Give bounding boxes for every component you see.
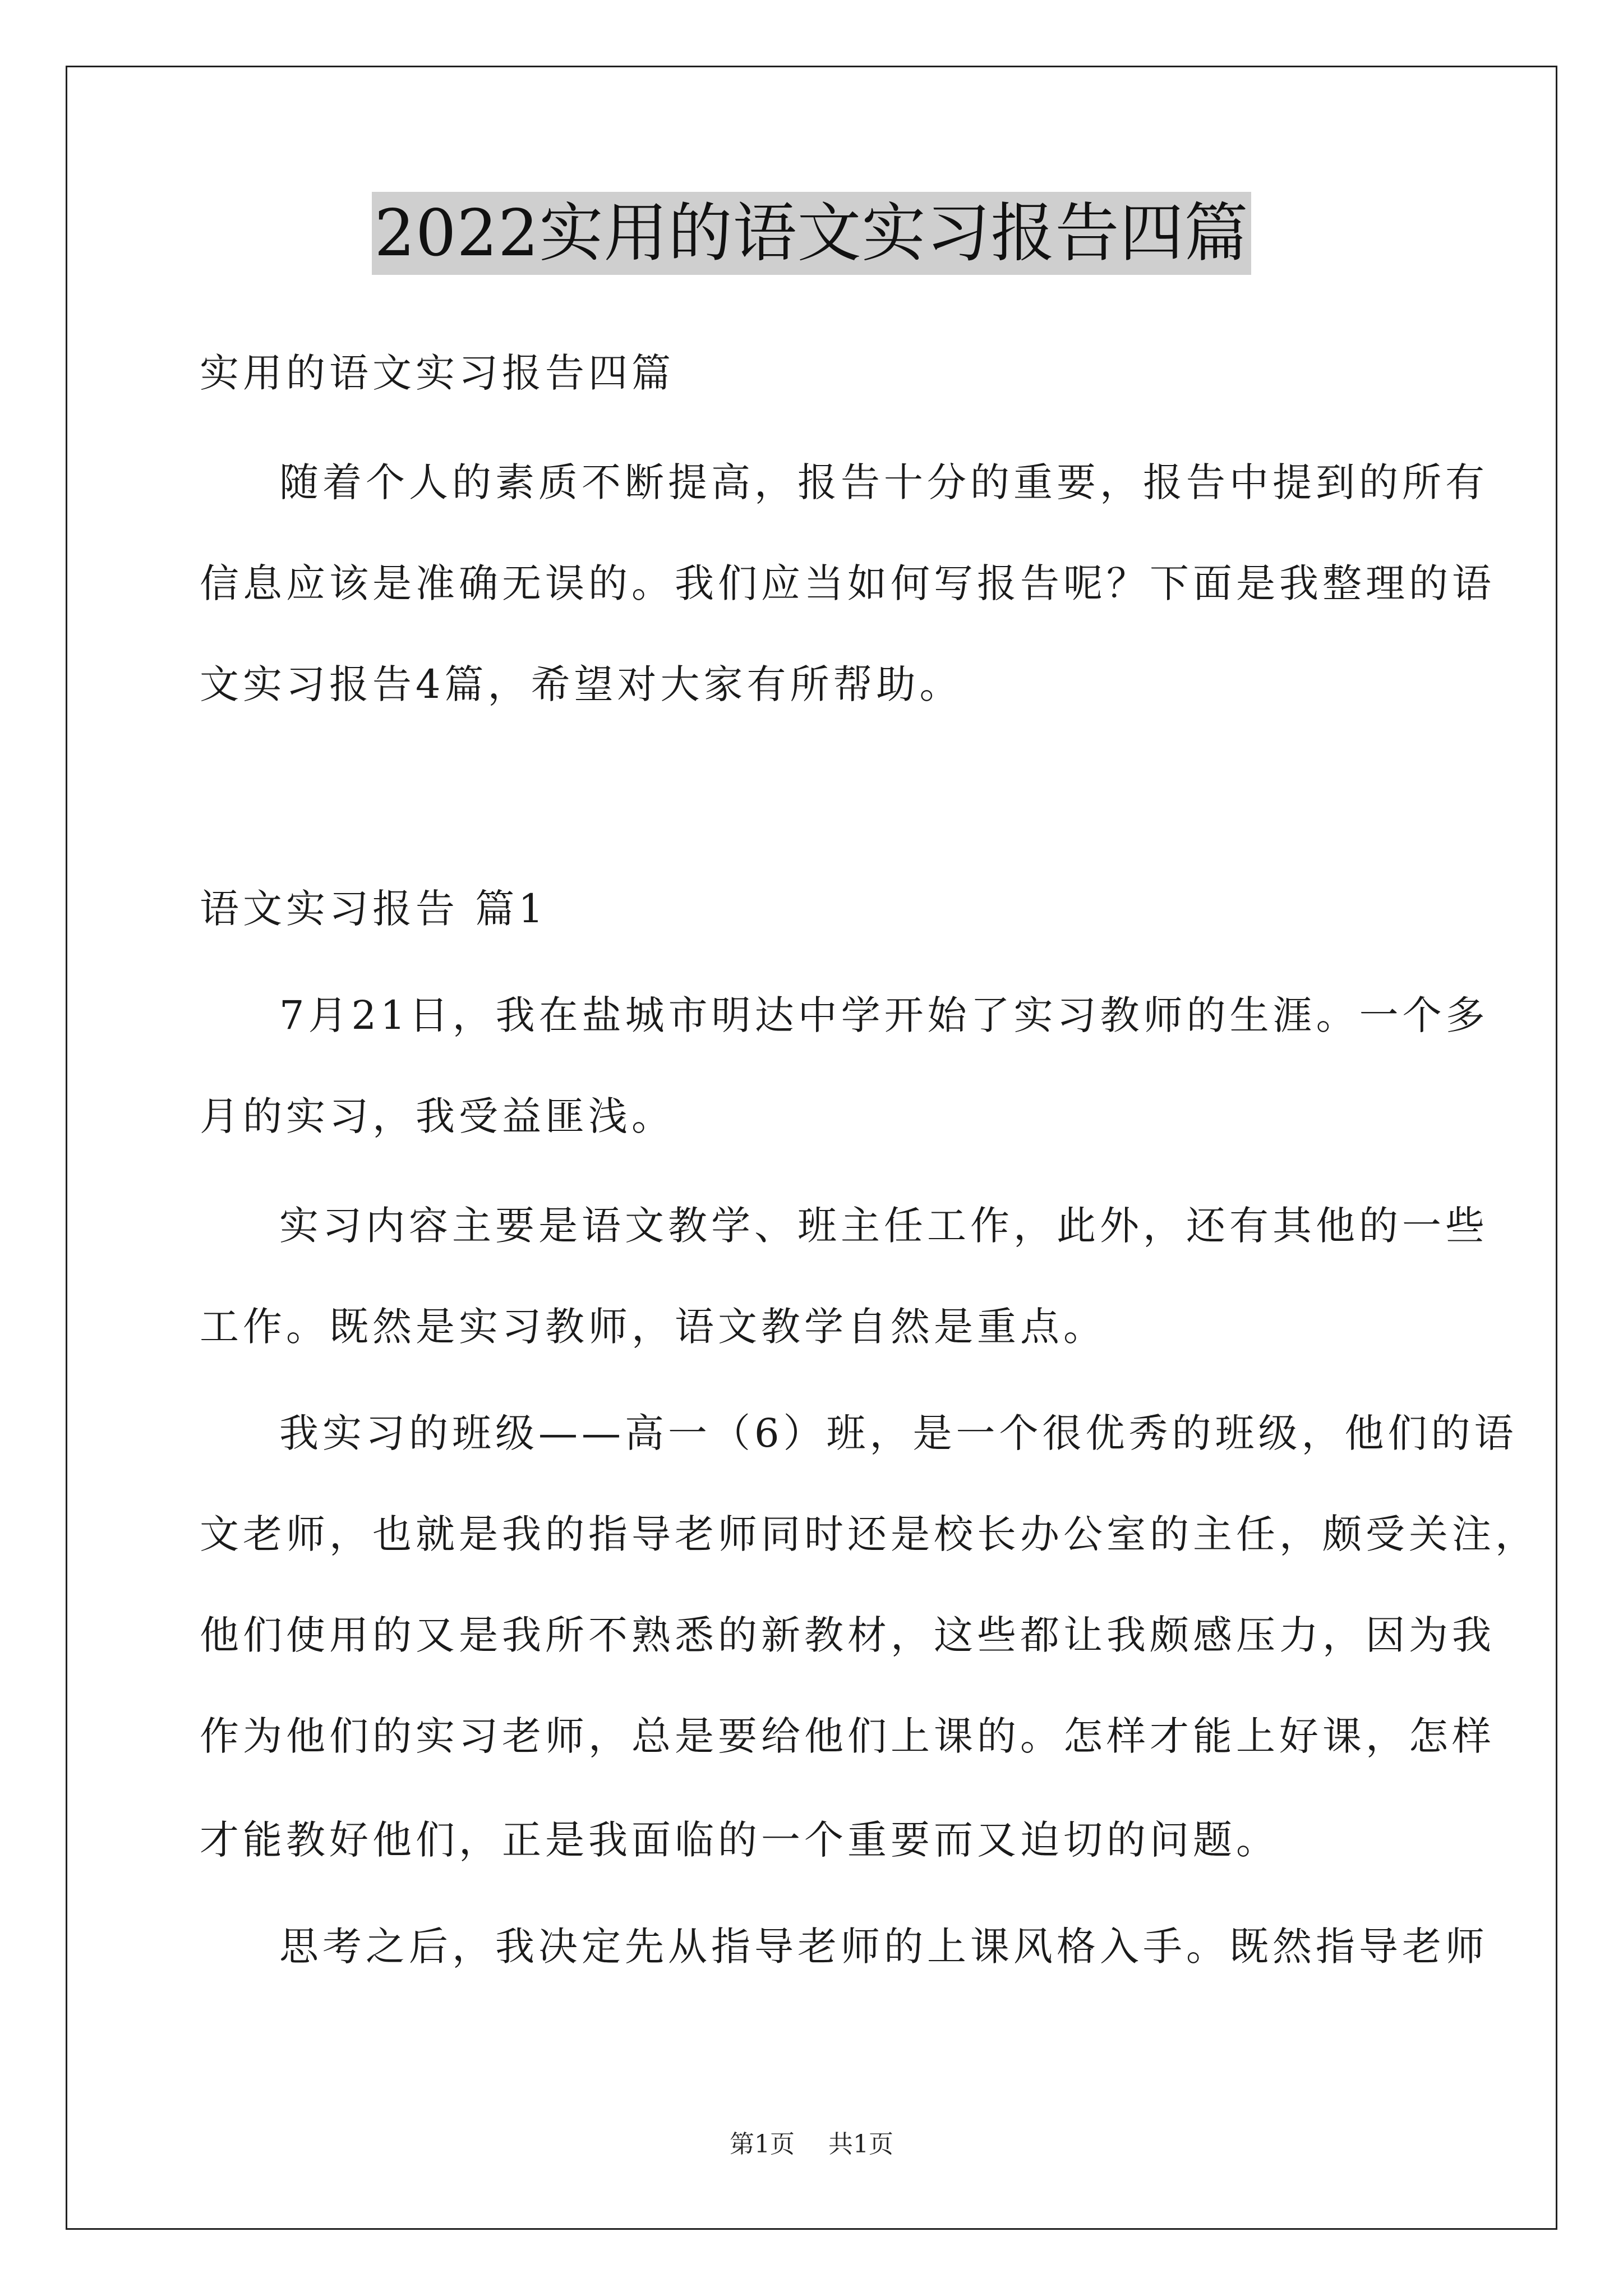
paragraph-line: 文老师，也就是我的指导老师同时还是校长办公室的主任，颇受关注， bbox=[200, 1511, 1538, 1557]
paragraph-line: 我实习的班级——高一（6）班，是一个很优秀的班级，他们的语 bbox=[279, 1410, 1518, 1456]
paragraph-line: 信息应该是准确无误的。我们应当如何写报告呢？下面是我整理的语 bbox=[200, 560, 1495, 606]
subtitle: 实用的语文实习报告四篇 bbox=[200, 350, 675, 396]
paragraph-line: 文实习报告4篇，希望对大家有所帮助。 bbox=[200, 661, 963, 707]
paragraph-line: 月的实习，我受益匪浅。 bbox=[200, 1093, 675, 1139]
page-total: 共1页 bbox=[828, 2130, 893, 2159]
page-number: 第1页 bbox=[730, 2130, 795, 2159]
paragraph-line: 他们使用的又是我所不熟悉的新教材，这些都让我颇感压力，因为我 bbox=[200, 1612, 1495, 1658]
page-footer bbox=[0, 2129, 1623, 2160]
section-heading: 语文实习报告 篇1 bbox=[200, 886, 547, 932]
paragraph-line: 随着个人的素质不断提高，报告十分的重要，报告中提到的所有 bbox=[279, 459, 1488, 505]
document-title: 2022实用的语文实习报告四篇 bbox=[372, 192, 1251, 275]
paragraph-line: 7月21日，我在盐城市明达中学开始了实习教师的生涯。一个多 bbox=[279, 992, 1489, 1038]
paragraph-line: 实习内容主要是语文教学、班主任工作，此外，还有其他的一些 bbox=[279, 1203, 1488, 1249]
paragraph-line: 思考之后，我决定先从指导老师的上课风格入手。既然指导老师 bbox=[279, 1924, 1488, 1970]
paragraph-line: 工作。既然是实习教师，语文教学自然是重点。 bbox=[200, 1304, 1106, 1350]
paragraph-line: 作为他们的实习老师，总是要给他们上课的。怎样才能上好课，怎样 bbox=[200, 1713, 1495, 1759]
paragraph-line: 才能教好他们，正是我面临的一个重要而又迫切的问题。 bbox=[200, 1817, 1279, 1863]
title-container bbox=[0, 192, 1623, 275]
